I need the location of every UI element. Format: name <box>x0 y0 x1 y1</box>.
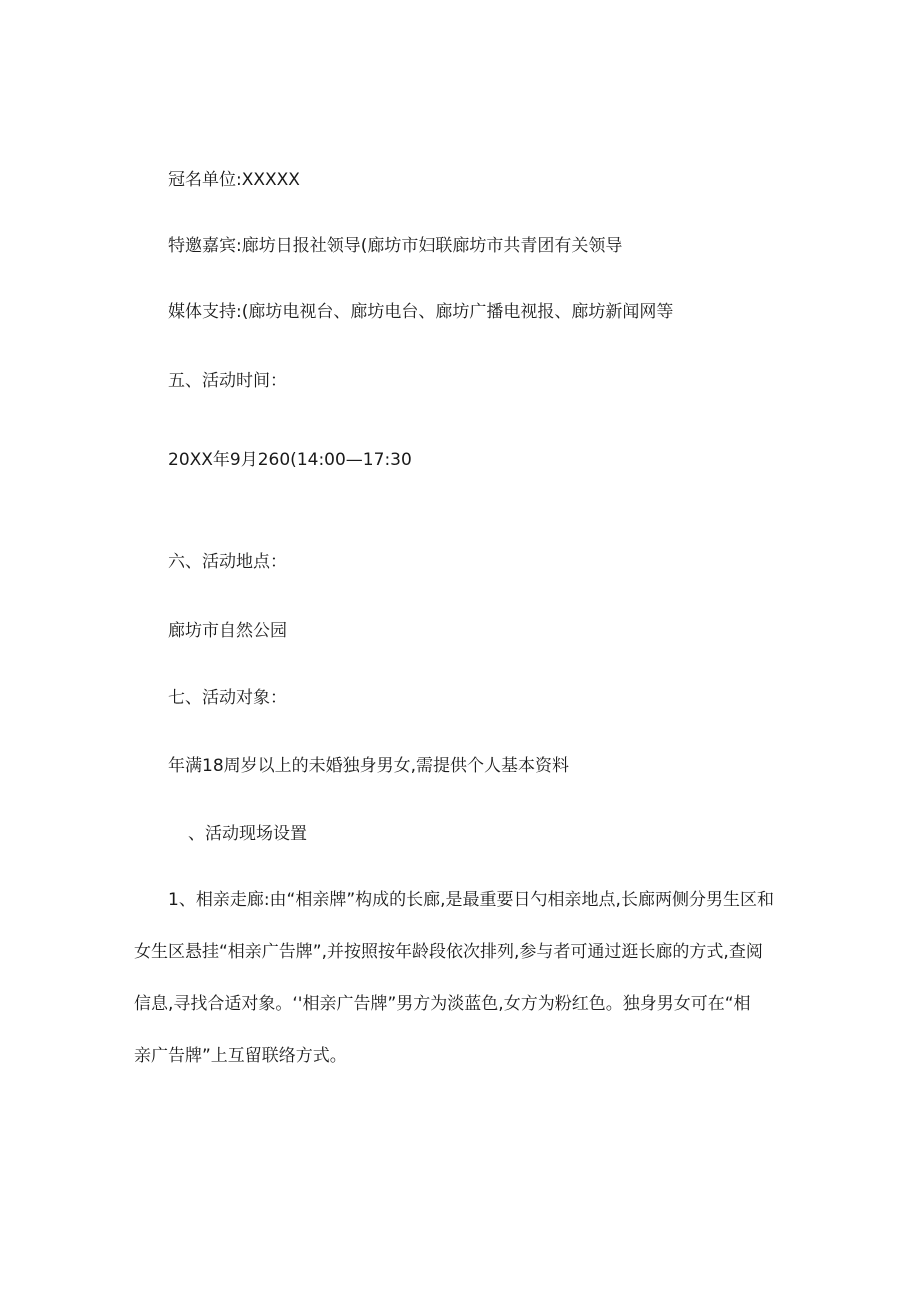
title-sponsor-line: 冠名单位:XXXXX <box>168 170 300 190</box>
section-8-heading: 、活动现场设置 <box>188 824 307 844</box>
section-7-heading: 七、活动对象： <box>168 688 287 708</box>
paragraph-line: 信息,寻找合适对象。‘'相亲广告牌”男方为淡蓝色,女方为粉红色。独身男女可在“相 <box>134 994 751 1014</box>
section-6-heading: 六、活动地点： <box>168 552 287 572</box>
section-6-body: 廊坊市自然公园 <box>168 621 287 641</box>
media-support-line: 媒体支持:(廊坊电视台、廊坊电台、廊坊广播电视报、廊坊新闻网等 <box>168 302 674 322</box>
paragraph-line: 女生区悬挂“相亲广告牌”,并按照按年龄段依次排列,参与者可通过逛长廊的方式,查阅 <box>134 942 763 962</box>
section-7-body: 年满18周岁以上的未婚独身男女,需提供个人基本资料 <box>168 756 570 776</box>
paragraph-line: 亲广告牌”上互留联络方式。 <box>134 1046 347 1066</box>
section-5-heading: 五、活动时间： <box>168 371 287 391</box>
section-5-body: 20XX年9月260(14:00—17:30 <box>168 450 412 470</box>
paragraph-line: 1、相亲走廊:由“相亲牌”构成的长廊,是最重要日勺相亲地点,长廊两侧分男生区和 <box>168 890 774 910</box>
special-guests-line: 特邀嘉宾:廊坊日报社领导(廊坊市妇联廊坊市共青团有关领导 <box>168 236 623 256</box>
